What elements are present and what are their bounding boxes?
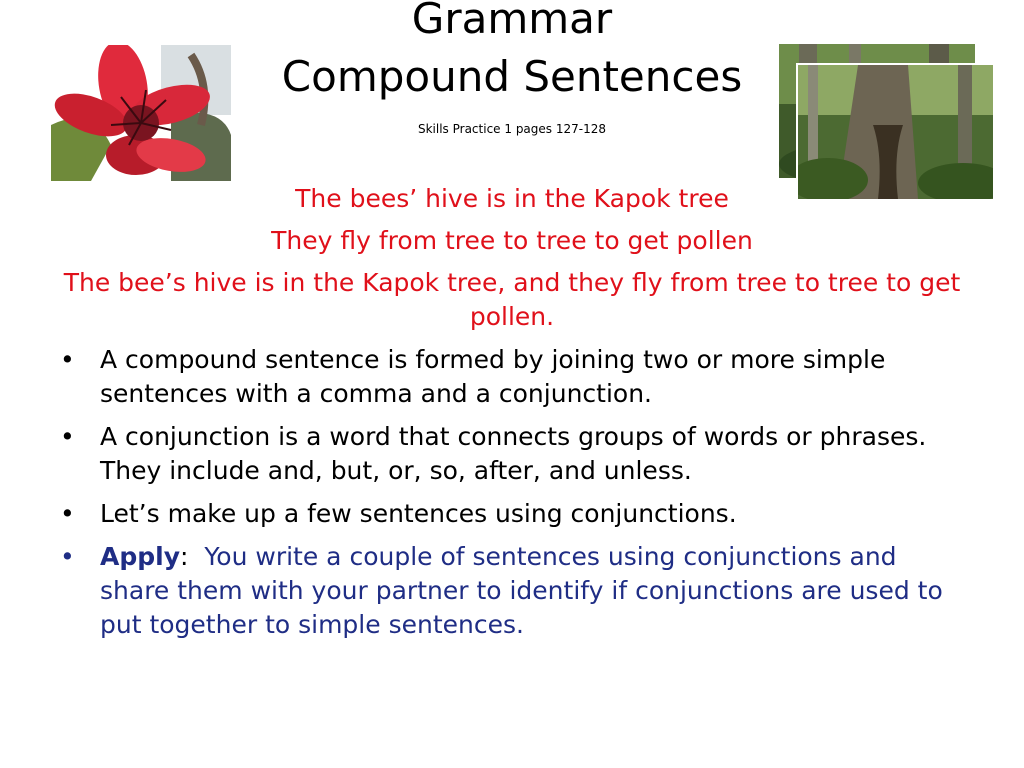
example-compound-sentence: The bee’s hive is in the Kapok tree, and they fly from tree to tree to get pollen. xyxy=(63,268,961,331)
bullet-text: A compound sentence is formed by joining two or more simple sentences with a comma and a conjunction. xyxy=(100,345,886,408)
bullet-glyph: • xyxy=(60,345,75,374)
bullet-item xyxy=(60,420,960,488)
flower-image xyxy=(51,45,231,181)
bullet-text: A conjunction is a word that connects groups of words or phrases. They include and, but, or, so, after, and unless. xyxy=(100,422,927,485)
title-line-1: Grammar xyxy=(411,0,613,43)
bullet-text: Let’s make up a few sentences using conjunctions. xyxy=(100,499,737,528)
bullet-glyph: • xyxy=(60,499,75,528)
bullet-item xyxy=(60,343,960,411)
slide-title xyxy=(230,0,794,106)
apply-separator: : xyxy=(180,542,189,571)
bullet-item xyxy=(60,497,960,531)
apply-bullet xyxy=(60,540,960,642)
slide-subtitle: Skills Practice 1 pages 127-128 xyxy=(417,122,606,136)
bullet-list xyxy=(60,343,960,651)
apply-text: You write a couple of sentences using conjunctions and share them with your partner to identify if conjunctions are used to put together to simple sentences. xyxy=(100,542,951,639)
apply-label: Apply xyxy=(100,542,181,571)
example-sentence: They fly from tree to tree to get pollen xyxy=(271,226,753,255)
forest-image-front xyxy=(796,63,993,199)
example-sentence: The bees’ hive is in the Kapok tree xyxy=(295,184,729,213)
title-line-2: Compound Sentences xyxy=(281,52,743,101)
bullet-glyph: • xyxy=(60,542,75,571)
bullet-glyph: • xyxy=(60,422,75,451)
example-sentences xyxy=(60,182,964,342)
